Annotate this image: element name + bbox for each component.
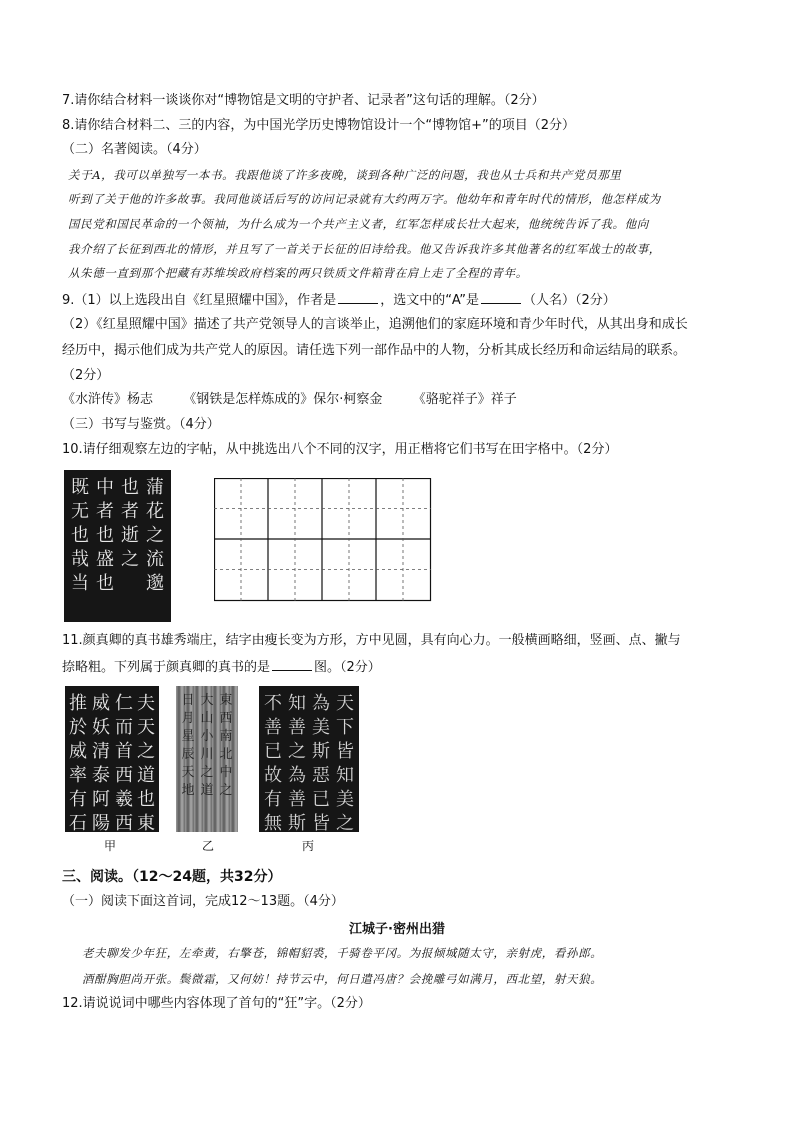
author-blank[interactable] [338,290,378,304]
section-classics-reading: （二）名著阅读。（4分） [62,142,207,157]
rubbing-column-1: 蒲 花 之 流 邈 [146,477,164,594]
passage-line-2: 听到了关于他的许多故事。我同他谈话后写的访问记录就有大约两万字。他幼年和青年时代的情形，他怎样成为 [68,192,661,206]
work-option-3: 《骆驼祥子》祥子 [412,392,517,407]
works-options [62,391,517,409]
answer-blank[interactable] [272,657,312,671]
jia-column-4: 推 於 威 率 有 石 [69,693,87,834]
bing-column-4: 不 善 已 故 有 無 [264,693,282,834]
calligraphy-rubbing-image [64,470,171,622]
tianzige-writing-grid[interactable] [214,478,432,602]
question-10: 10.请仔细观察左边的字帖，从中挑选出八个不同的汉字，用正楷将它们书写在田字格中。（2分） [62,442,618,457]
question-8: 8.请你结合材料二、三的内容，为中国光学历史博物馆设计一个“博物馆+”的项目（2分） [62,118,576,133]
jia-column-3: 威 妖 清 泰 阿 陽 [92,693,110,834]
yi-column-2: 大 山 小 川 之 道 [200,693,214,798]
jia-column-2: 仁 而 首 西 羲 西 [115,693,133,834]
question-9-2-line-2: 经历中，揭示他们成为共产党人的原因。请任选下列一部作品中的人物，分析其成长经历和命运结局的联系。 [62,343,687,358]
yi-column-1: 東 西 南 北 中 之 [219,693,233,798]
person-name-blank[interactable] [481,290,521,304]
work-option-1: 《水浒传》杨志 [62,392,154,407]
question-11-line-2 [62,657,381,677]
q9-1-part-b: ，选文中的“A”是 [380,293,479,308]
bing-column-2: 為 美 斯 惡 已 皆 [312,693,330,834]
passage-line-4: 我介绍了长征到西北的情形，并且写了一首关于长征的旧诗给我。他又告诉我许多其他著名的红军战士的故事， [68,242,661,256]
work-option-2: 《钢铁是怎样炼成的》保尔·柯察金 [183,392,383,407]
question-9-1 [62,290,616,310]
part-three-heading: 三、阅读。（12～24题，共32分） [62,869,282,885]
calligraphy-image-bing [259,686,359,832]
caption-yi: 乙 [202,839,215,853]
caption-bing: 丙 [302,839,315,853]
poem-title: 江城子·密州出猎 [349,922,445,937]
poem-line-2: 酒酣胸胆尚开张。鬓微霜，又何妨！持节云中，何日遣冯唐？会挽雕弓如满月，西北望，射天狼。 [82,972,603,986]
q9-1-part-c: （人名）（2分） [522,293,616,308]
jia-column-1: 夫 天 之 道 也 東 [137,693,155,834]
passage-line-5: 从朱德一直到那个把藏有苏维埃政府档案的两只铁质文件箱背在肩上走了全程的青年。 [68,266,528,280]
rubbing-column-3: 中 者 也 盛 也 [96,477,114,594]
question-9-2-line-1: （2）《红星照耀中国》描述了共产党领导人的言谈举止，追溯他们的家庭环境和青少年时代，从其出身和成长 [62,317,688,332]
yi-column-3: 日 月 星 辰 天 地 [181,693,195,798]
question-11-line-1: 11.颜真卿的真书雄秀端庄，结字由瘦长变为方形，方中见圆，具有向心力。一般横画略细，竖画、点、撇与 [62,633,681,648]
calligraphy-image-yi [176,686,238,832]
poem-line-1: 老夫聊发少年狂，左牵黄，右擎苍，锦帽貂裘，千骑卷平冈。为报倾城随太守，亲射虎，看孙郎。 [82,946,603,960]
q9-1-part-a: 9.（1）以上选段出自《红星照耀中国》，作者是 [62,293,337,308]
rubbing-column-2: 也 者 逝 之 [121,477,139,570]
q11-part-a: 捺略粗。下列属于颜真卿的真书的是 [62,660,271,675]
passage-line-1: 关于A，我可以单独写一本书。我跟他谈了许多夜晚，谈到各种广泛的问题，我也从士兵和共产党员那里 [68,168,622,182]
question-7: 7.请你结合材料一谈谈你对“博物馆是文明的守护者、记录者”这句话的理解。（2分） [62,93,545,108]
passage-line-3: 国民党和国民革命的一个领袖，为什么成为一个共产主义者，红军怎样成长壮大起来，他统统告诉了我。他向 [68,217,649,231]
question-9-2-line-3: （2分） [62,368,110,383]
calligraphy-image-jia [65,686,159,832]
section-calligraphy: （三）书写与鉴赏。（4分） [62,417,220,432]
caption-jia: 甲 [104,839,117,853]
bing-column-1: 天 下 皆 知 美 之 [336,693,354,834]
section-poem-reading: （一）阅读下面这首词，完成12～13题。（4分） [62,894,344,909]
rubbing-column-4: 既 无 也 哉 当 [71,477,89,594]
bing-column-3: 知 善 之 為 善 斯 [288,693,306,834]
q11-part-b: 图。（2分） [314,660,381,675]
question-12: 12.请说说词中哪些内容体现了首句的“狂”字。（2分） [62,996,371,1011]
